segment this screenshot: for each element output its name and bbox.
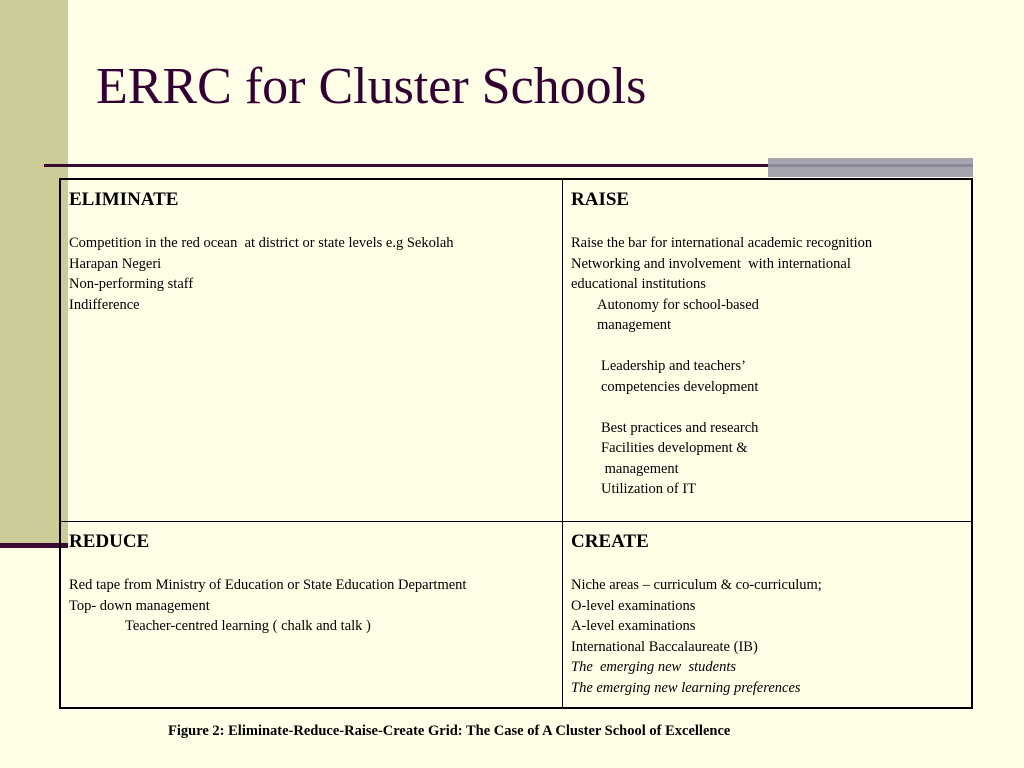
raise-item: competencies development [601,378,759,395]
side-decor-band [0,0,68,543]
create-heading: CREATE [571,531,649,552]
eliminate-item: Indifference [69,296,140,313]
reduce-item: Red tape from Ministry of Education or State Education Department [69,577,467,593]
raise-item: Networking and involvement with international [571,255,851,272]
raise-item: Autonomy for school-based [597,296,759,313]
raise-item: educational institutions [571,276,706,292]
title-divider-accent-line [768,164,973,167]
create-cell [563,522,973,707]
create-item: O-level examinations [571,597,696,614]
raise-item: management [597,317,672,333]
create-item: A-level examinations [571,618,696,634]
reduce-item: Top- down management [69,597,210,614]
eliminate-item: Competition in the red ocean at district or state levels e.g Sekolah [69,235,454,251]
raise-item: Raise the bar for international academic recognition [571,235,873,251]
title-divider [44,164,770,167]
eliminate-heading: ELIMINATE [69,189,179,210]
title-divider-accent [768,158,973,177]
side-decor-line [0,543,68,548]
raise-item: Leadership and teachers’ [601,358,746,374]
create-item: The emerging new students [571,659,736,675]
errc-grid [59,178,973,709]
raise-item: management [601,460,679,477]
raise-cell [563,180,973,522]
raise-item: Facilities development & [601,440,748,456]
eliminate-cell [61,180,563,522]
raise-item: Utilization of IT [601,481,697,497]
raise-item: Best practices and research [601,419,759,436]
raise-heading: RAISE [571,189,630,210]
create-item: Niche areas – curriculum & co-curriculum; [571,577,822,593]
spacer [571,397,965,418]
figure-caption: Figure 2: Eliminate-Reduce-Raise-Create Grid: The Case of A Cluster School of Excellence [168,723,731,739]
eliminate-item: Non-performing staff [69,276,194,292]
create-item: The emerging new learning preferences [571,679,801,696]
reduce-item: Teacher-centred learning ( chalk and talk ) [125,618,371,634]
reduce-cell [61,522,563,707]
eliminate-item: Harapan Negeri [69,255,162,272]
slide-title: ERRC for Cluster Schools [96,58,647,115]
create-item: International Baccalaureate (IB) [571,638,758,655]
reduce-heading: REDUCE [69,531,150,552]
spacer [571,336,965,357]
